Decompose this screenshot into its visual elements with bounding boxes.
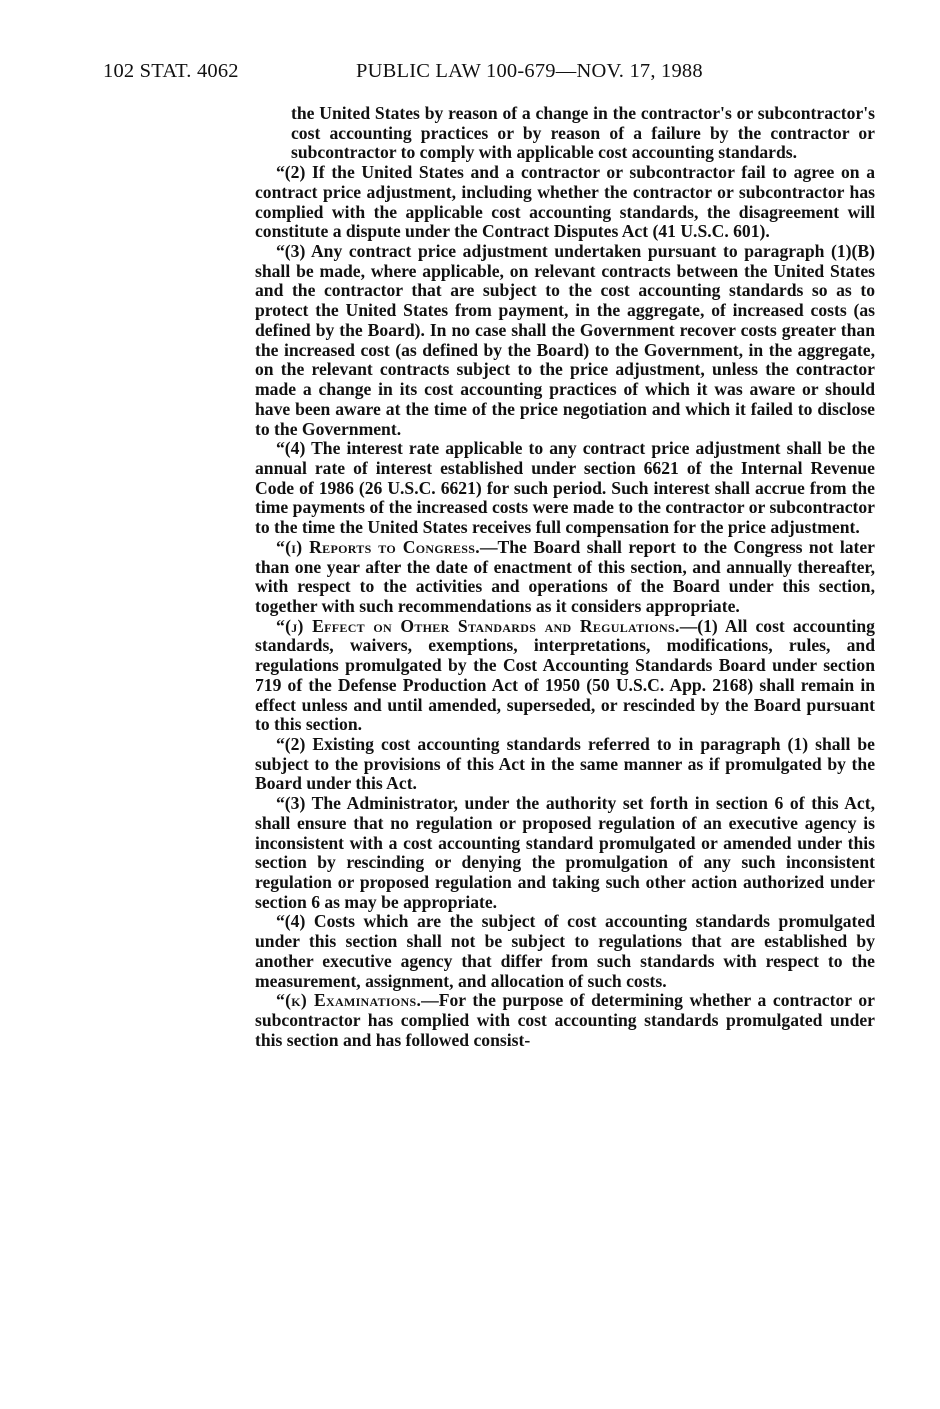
subsection-heading: “(j) Effect on Other Standards and Regulations. (276, 615, 680, 636)
paragraph-h-3 (255, 242, 875, 439)
paragraph-j-3 (255, 794, 875, 912)
subsection-k-examinations (255, 991, 875, 1050)
paragraph-text: the United States by reason of a change in the contractor's or subcontractor's cost accounting practices or by reason of a failure by the contractor or subcontractor to comply with applicable cost accounting standards. (291, 103, 875, 163)
paragraph-text: “(2) Existing cost accounting standards referred to in paragraph (1) shall be subject to the provisions of this Act in the same manner as if promulgated by the Board under this Act. (255, 734, 875, 794)
paragraph-j-4 (255, 912, 875, 991)
paragraph-text: “(3) The Administrator, under the authority set forth in section 6 of this Act, shall ensure that no regulation or proposed regulation of an executive agency is inconsistent with a cost accounting standard promulgated or amended under this section by rescinding or denying the promulgation of any such inconsistent regulation or proposed regulation and taking such other action authorized under section 6 as may be appropriate. (255, 793, 875, 912)
subsection-heading: “(i) Reports to Congress. (276, 536, 480, 557)
paragraph-h-2 (255, 163, 875, 242)
paragraph-text: “(4) The interest rate applicable to any contract price adjustment shall be the annual rate of interest established under section 6621 of the Internal Revenue Code of 1986 (26 U.S.C. 6621) for such period. Such interest shall accrue from the time payments of the increased costs were made to the contractor or subcontractor to the time the United States receives full compensation for the price adjustment. (255, 438, 875, 538)
stat-page-reference: 102 STAT. 4062 (103, 60, 239, 82)
paragraph-text: “(3) Any contract price adjustment undertaken pursuant to paragraph (1)(B) shall be made, where applicable, on relevant contracts between the United States and the contractor that are subject to the cost accounting standards so as to protect the United States from payment, in the aggregate, of increased costs (as defined by the Board). In no case shall the Government recover costs greater than the increased cost (as defined by the Board) to the Government, in the aggregate, on the relevant contracts subject to the price adjustment, unless the contractor made a change in its cost accounting practices of which it was aware or should have been aware at the time of the price negotiation and which it failed to disclose to the Government. (255, 241, 875, 439)
paragraph-text: —(1) All cost accounting standards, waivers, exemptions, interpretations, modifications, rules, and regulations promulgated by the Cost Accounting Standards Board under section 719 of the Defense Production Act of 1950 (50 U.S.C. App. 2168) shall remain in effect unless and until amended, superseded, or rescinded by the Board pursuant to this section. (255, 615, 875, 735)
public-law-title: PUBLIC LAW 100-679—NOV. 17, 1988 (356, 60, 703, 82)
subsection-j-effect (255, 617, 875, 735)
paragraph-h-4 (255, 439, 875, 538)
running-header (103, 60, 863, 90)
subsection-heading: “(k) Examinations. (276, 990, 422, 1011)
paragraph-text: “(4) Costs which are the subject of cost accounting standards promulgated under this section shall not be subject to regulations that are established by another executive agency that differ from such standards with respect to the measurement, assignment, and allocation of such costs. (255, 911, 875, 991)
paragraph-continuation (255, 104, 875, 163)
statute-text (255, 104, 875, 1051)
paragraph-text: “(2) If the United States and a contractor or subcontractor fail to agree on a contract price adjustment, including whether the contractor or subcontractor has complied with the applicable cost accounting standards, the disagreement will constitute a dispute under the Contract Disputes Act (41 U.S.C. 601). (255, 162, 875, 242)
paragraph-text: —For the purpose of determining whether a contractor or subcontractor has complied with cost accounting standards promulgated under this section and has followed consist- (255, 990, 875, 1050)
paragraph-j-2 (255, 735, 875, 794)
subsection-i-reports (255, 538, 875, 617)
paragraph-text: —The Board shall report to the Congress not later than one year after the date of enactment of this section, and annually thereafter, with respect to the activities and operations of the Board under this section, together with such recommendations as it considers appropriate. (255, 536, 875, 616)
